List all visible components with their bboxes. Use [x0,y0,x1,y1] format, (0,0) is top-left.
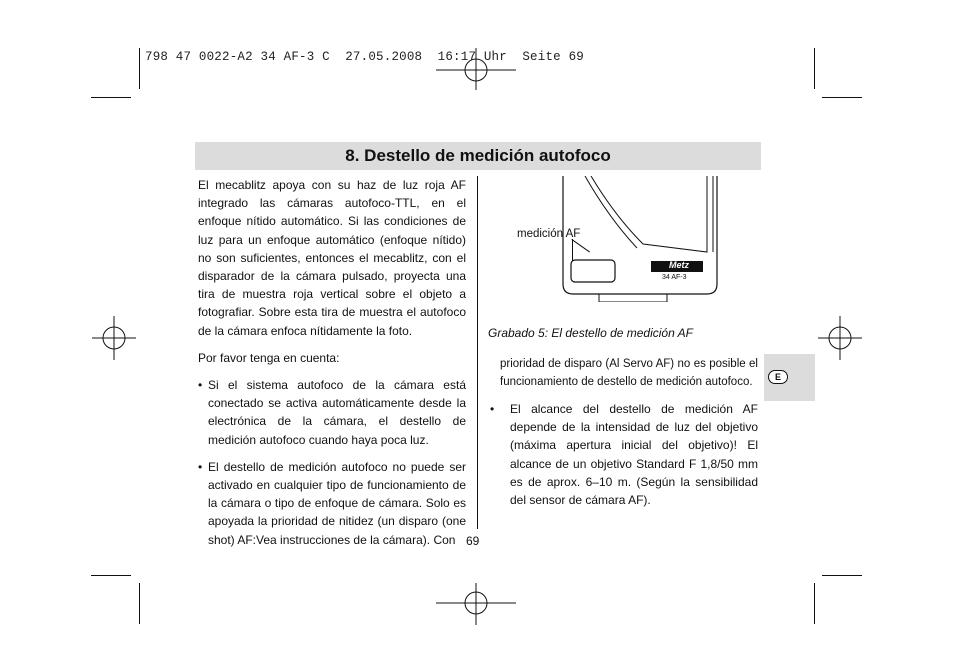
note-paragraph: Por favor tenga en cuenta: [198,350,340,365]
bullet-item [490,400,758,509]
bullet-item [198,458,466,549]
print-header: 798 47 0022-A2 34 AF-3 C 27.05.2008 16:17 Uhr Seite 69 [145,50,584,64]
registration-mark-icon [92,316,136,360]
bullet-dot: • [490,402,495,416]
model-label: 34 AF-3 [662,274,687,281]
bullet-text: El destello de medición autofoco no puede ser activado en cualquier tipo de funcionamiento de la cámara o tipo de enfoque de cámara. Solo es apoyada la prioridad de nitidez (un disparo (one shot) AF:Vea instrucciones de la cámara). Con [208,459,466,547]
crop-mark [822,575,862,576]
crop-mark [814,48,815,89]
crop-mark [822,97,862,98]
crop-mark [814,583,815,624]
crop-mark [139,583,140,624]
bullet-item [198,376,466,449]
left-column [198,176,466,549]
column-divider [477,176,478,529]
page-title: 8. Destello de medición autofoco [345,146,611,165]
crop-mark [91,575,131,576]
figure-label: medición AF [517,228,581,240]
continuation-paragraph: prioridad de disparo (Al Servo AF) no es posible el funcionamiento de destello de medición autofoco. [500,358,758,388]
leader-line [572,239,573,261]
figure-caption: Grabado 5: El destello de medición AF [488,326,694,340]
bullet-dot: • [198,378,203,393]
brand-logo: Metz [669,260,689,270]
registration-mark-icon [436,583,516,625]
language-tab-label: E [768,370,788,384]
bullet-dot: • [198,459,203,474]
bullet-text: El alcance del destello de medición AF depende de la intensidad de luz del objetivo (máxima apertura inicial del objetivo)! El alcance de un objetivo Standard F 1,8/50 mm es de aprox. 6–10 m. (Según la sensibilidad del sensor de cámara AF). [510,402,758,508]
crop-mark [91,97,131,98]
crop-mark [139,48,140,89]
page-number: 69 [466,534,480,548]
intro-paragraph: El mecablitz apoya con su haz de luz roja AF integrado las cámaras autofoco-TTL, en el enfoque nítido automático. Si las condiciones de luz para un enfoque automático (enfoque nítido) no son suficientes, entonces el mecablitz, con el disparador de la cámara pulsado, proyecta una tira de muestra roja vertical sobre el objeto a fotografiar. Sobre esta tira de muestra el autofoco de la cámara enfoca nítidamente la foto. [198,178,466,338]
registration-mark-icon [818,316,862,360]
bullet-text: Si el sistema autofoco de la cámara está conectado se activa automáticamente desde la electrónica de la cámara, el destello de medición autofoco cuando haya poca luz. [208,378,466,447]
right-column [490,356,758,518]
